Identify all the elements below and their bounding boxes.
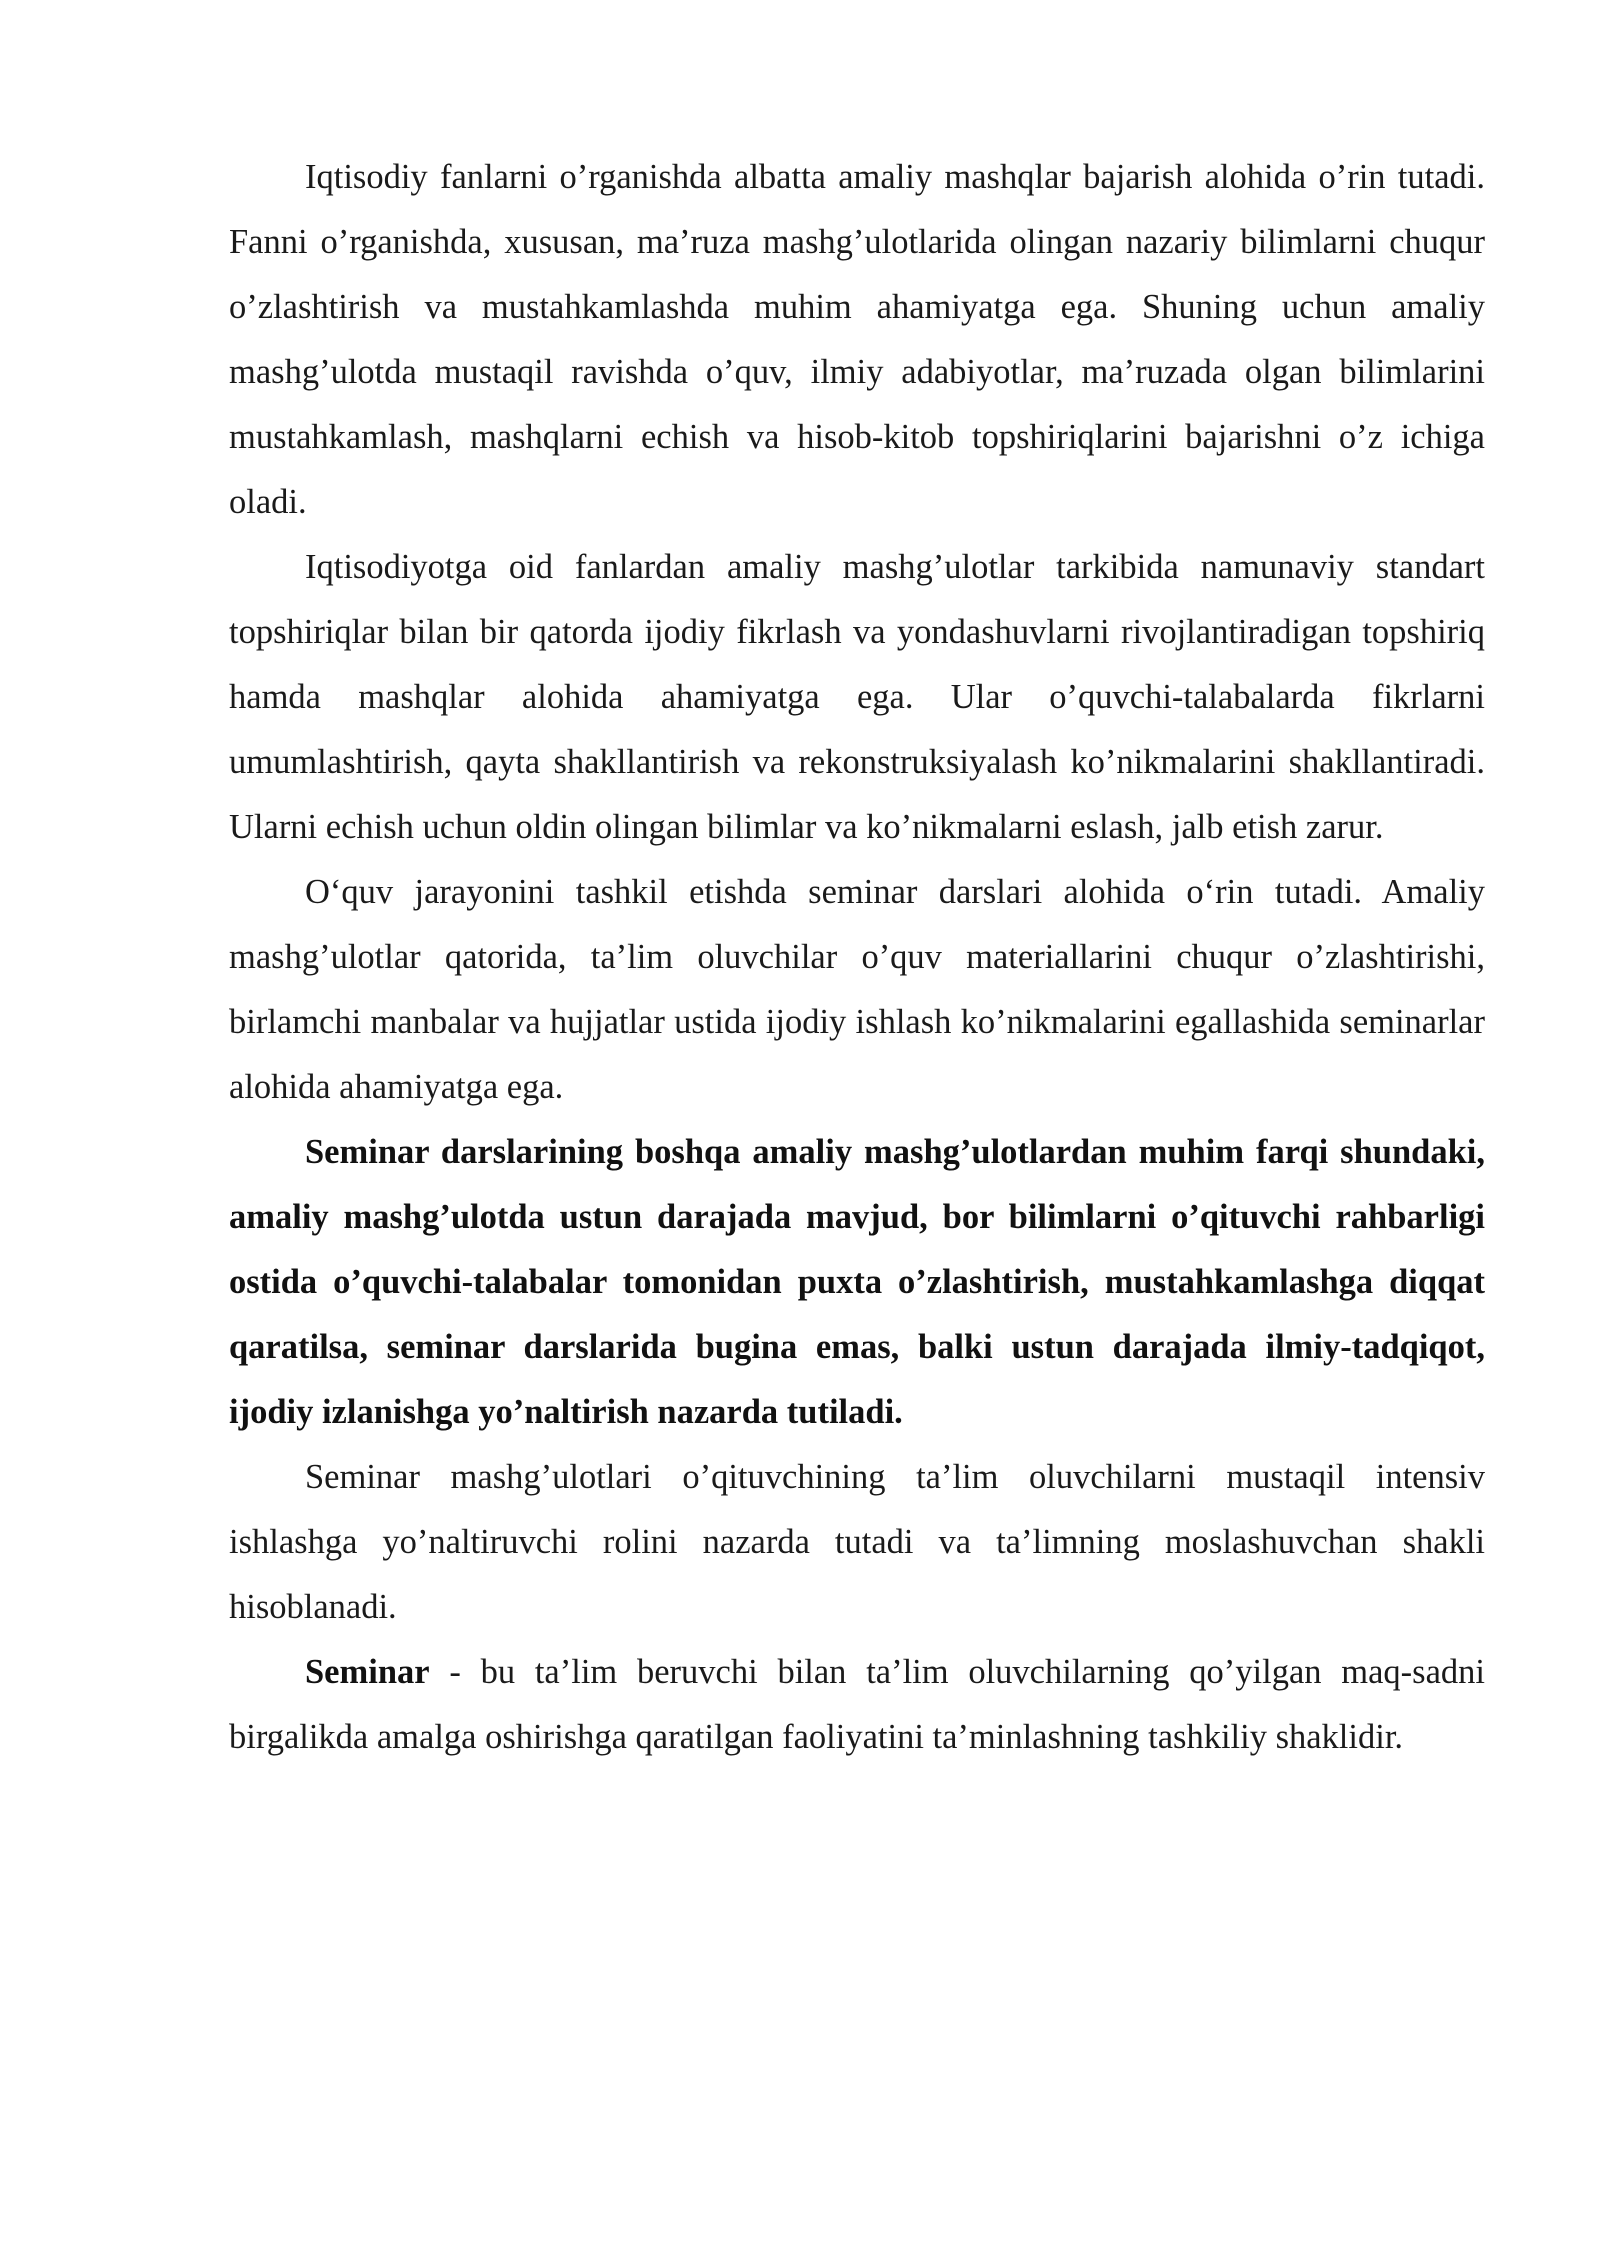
seminar-term: Seminar (305, 1653, 430, 1691)
paragraph-2: Iqtisodiyotga oid fanlardan amaliy mashg’ulotlar tarkibida namunaviy standart topshiriqlar bilan bir qatorda ijodiy fikrlash va yondashuvlarni rivojlantiradigan topshiriq hamda mashqlar alohida ahamiyatga ega. Ular o’quvchi-talabalarda fikrlarni umumlashtirish, qayta shakllantirish va rekonstruksiyalash ko’nikmalarini shakllantiradi. Ularni echish uchun oldin olingan bilimlar va ko’nikmalarni eslash, jalb etish zarur. (229, 548, 1485, 846)
document-body (229, 145, 1485, 1770)
seminar-definition: - bu ta’lim beruvchi bilan ta’lim oluvchilarning qo’yilgan maq-sadni birgalikda amalga oshirishga qaratilgan faoliyatini ta’minlashning tashkiliy shaklidir. (229, 1653, 1485, 1756)
paragraph-5: Seminar mashg’ulotlari o’qituvchining ta’lim oluvchilarni mustaqil intensiv ishlashga yo’naltiruvchi rolini nazarda tutadi va ta’limning moslashuvchan shakli hisoblanadi. (229, 1458, 1485, 1626)
paragraph-1: Iqtisodiy fanlarni o’rganishda albatta amaliy mashqlar bajarish alohida o’rin tutadi. Fanni o’rganishda, xususan, ma’ruza mashg’ulotlarida olingan nazariy bilimlarni chuqur o’zlashtirish va mustahkamlashda muhim ahamiyatga ega. Shuning uchun amaliy mashg’ulotda mustaqil ravishda o’quv, ilmiy adabiyotlar, ma’ruzada olgan bilimlarini mustahkamlash, mashqlarni echish va hisob-kitob topshiriqlarini bajarishni o’z ichiga oladi. (229, 158, 1485, 521)
paragraph-6 (229, 1640, 1485, 1770)
paragraph-4-bold: Seminar darslarining boshqa amaliy mashg’ulotlardan muhim farqi shundaki, amaliy mashg’ulotda ustun darajada mavjud, bor bilimlarni o’qituvchi rahbarligi ostida o’quvchi-talabalar tomonidan puxta o’zlashtirish, mustahkamlashga diqqat qaratilsa, seminar darslarida bugina emas, balki ustun darajada ilmiy-tadqiqot, ijodiy izlanishga yo’naltirish nazarda tutiladi. (229, 1133, 1485, 1431)
paragraph-3: O‘quv jarayonini tashkil etishda seminar darslari alohida o‘rin tutadi. Amaliy mashg’ulotlar qatorida, ta’lim oluvchilar o’quv materiallarini chuqur o’zlashtirishi, birlamchi manbalar va hujjatlar ustida ijodiy ishlash ko’nikmalarini egallashida seminarlar alohida ahamiyatga ega. (229, 873, 1485, 1106)
